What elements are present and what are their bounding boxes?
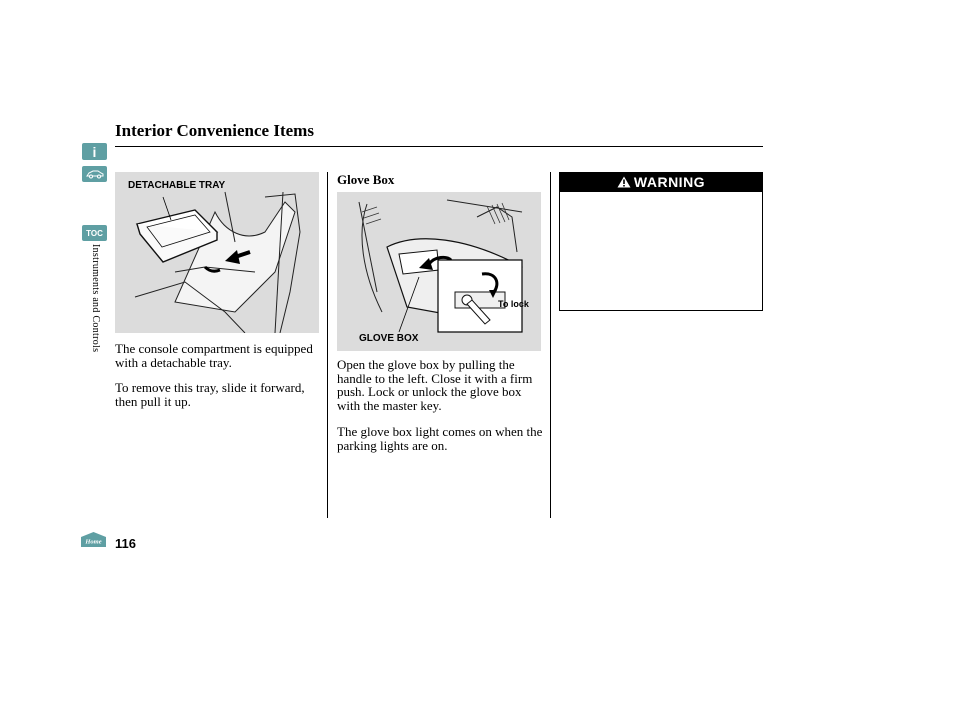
toc-button[interactable] [82, 225, 107, 241]
glove-box-label: GLOVE BOX [359, 333, 419, 344]
info-icon: i [92, 143, 97, 160]
column-divider-left [327, 172, 328, 518]
console-tray-illustration [115, 172, 319, 333]
glove-box-heading: Glove Box [337, 172, 395, 187]
column-divider-right [550, 172, 551, 518]
glove-box-light-paragraph: The glove box light comes on when the parking lights are on. [337, 424, 543, 453]
glove-box-open-paragraph: Open the glove box by pulling the handle to the left. Close it with a firm push. Lock or unlock the glove box with the master key. [337, 357, 533, 413]
warning-label: WARNING [633, 174, 706, 190]
glove-box-figure [337, 192, 541, 351]
warning-body [559, 192, 763, 311]
car-icon [85, 169, 105, 179]
glove-box-illustration [337, 192, 541, 351]
warning-header [559, 172, 763, 192]
toc-label: TOC [86, 228, 103, 238]
home-button[interactable] [80, 531, 107, 548]
detachable-tray-label: DETACHABLE TRAY [128, 180, 226, 191]
to-lock-label: To lock [498, 299, 529, 309]
console-paragraph: The console compartment is equipped with a detachable tray. [115, 341, 313, 370]
detachable-tray-figure [115, 172, 319, 333]
page-title: Interior Convenience Items [115, 121, 314, 140]
warning-triangle-icon [617, 176, 631, 188]
page-number: 116 [115, 536, 136, 551]
tray-removal-paragraph: To remove this tray, slide it forward, then pull it up. [115, 380, 305, 409]
home-label: Home [85, 538, 102, 546]
vehicle-button[interactable] [82, 166, 107, 182]
title-divider [115, 146, 763, 147]
section-label: Instruments and Controls [90, 244, 101, 353]
info-button[interactable] [82, 143, 107, 160]
